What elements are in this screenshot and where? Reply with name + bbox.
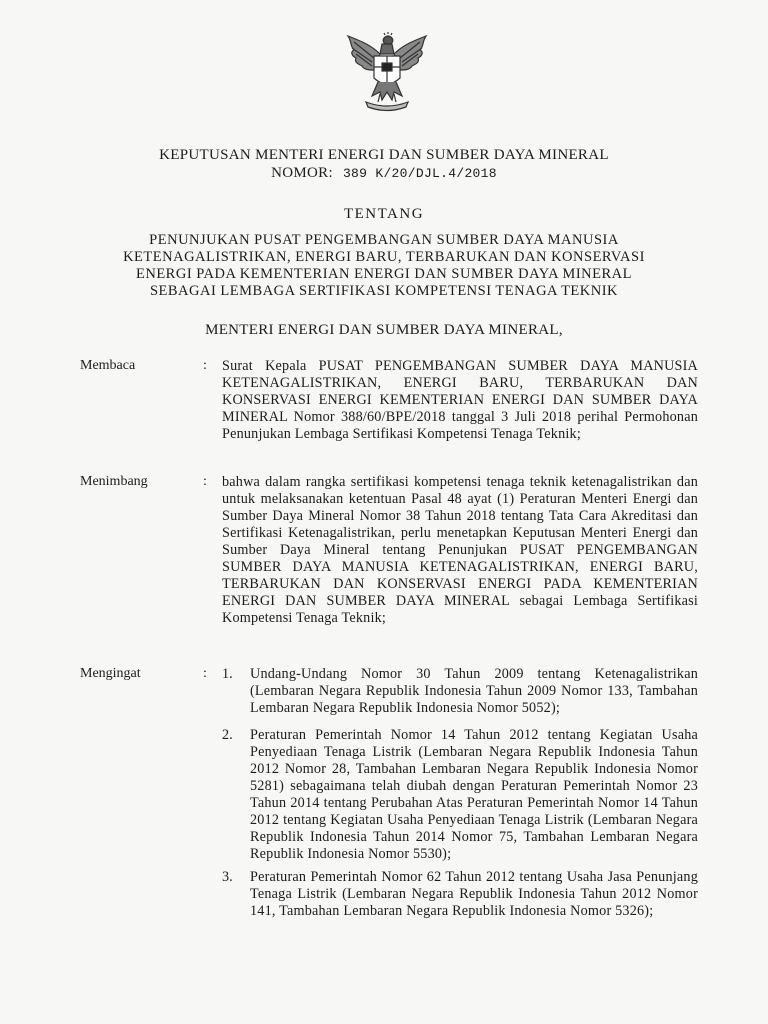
section-colon: : bbox=[203, 358, 207, 373]
section-label-mengingat: Mengingat bbox=[80, 666, 141, 681]
section-label-membaca: Membaca bbox=[80, 358, 136, 373]
number-label: NOMOR: bbox=[271, 165, 333, 181]
subject-line: SEBAGAI LEMBAGA SERTIFIKASI KOMPETENSI TENAGA TEKNIK bbox=[149, 283, 619, 299]
mengingat-list bbox=[222, 666, 698, 930]
list-number: 1. bbox=[222, 666, 233, 682]
list-number: 3. bbox=[222, 869, 233, 885]
number-value: 389 K/20/DJL.4/2018 bbox=[342, 166, 497, 181]
subject-line: ENERGI PADA KEMENTERIAN ENERGI DAN SUMBER DAYA MINERAL bbox=[136, 266, 632, 282]
about-heading: TENTANG bbox=[343, 206, 425, 222]
list-item bbox=[222, 869, 698, 920]
decree-number bbox=[0, 164, 768, 183]
list-number: 2. bbox=[222, 727, 233, 743]
section-label-menimbang: Menimbang bbox=[80, 474, 148, 489]
minister-heading: MENTERI ENERGI DAN SUMBER DAYA MINERAL, bbox=[205, 322, 563, 338]
decree-subject bbox=[0, 232, 768, 300]
garuda-emblem-icon bbox=[344, 32, 430, 112]
decree-title: KEPUTUSAN MENTERI ENERGI DAN SUMBER DAYA MINERAL bbox=[159, 147, 609, 163]
list-text: Peraturan Pemerintah Nomor 62 Tahun 2012 tentang Usaha Jasa Penunjang Tenaga Listrik (Lembaran Negara Republik Indonesia Tahun 2012 Nomor 141, Tambahan Lembaran Negara Republik Indonesia Nomor 5326); bbox=[250, 869, 698, 919]
subject-line: KETENAGALISTRIKAN, ENERGI BARU, TERBARUKAN DAN KONSERVASI bbox=[123, 249, 645, 265]
list-item bbox=[222, 666, 698, 717]
list-text: Peraturan Pemerintah Nomor 14 Tahun 2012 tentang Kegiatan Usaha Penyediaan Tenaga Listrik (Lembaran Negara Republik Indonesia Tahun 2012 Nomor 28, Tambahan Lembaran Negara Republik Indonesia Nomor 5281) sebagaimana telah diubah dengan Peraturan Pemerintah Nomor 23 Tahun 2014 tentang Perubahan Atas Peraturan Pemerintah Nomor 14 Tahun 2012 tentang Kegiatan Usaha Penyediaan Tenaga Listrik (Lembaran Negara Republik Indonesia Tahun 2014 Nomor 75, Tambahan Lembaran Negara Republik Indonesia Nomor 5530); bbox=[250, 727, 698, 862]
section-text-menimbang: bahwa dalam rangka sertifikasi kompetensi tenaga teknik ketenagalistrikan dan untuk melaksanakan ketentuan Pasal 48 ayat (1) Peraturan Menteri Energi dan Sumber Daya Mineral Nomor 38 Tahun 2018 tentang Tata Cara Akreditasi dan Sertifikasi Ketenagalistrikan, perlu menetapkan Keputusan Menteri Energi dan Sumber Daya Mineral tentang Penunjukan PUSAT PENGEMBANGAN SUMBER DAYA MANUSIA KETENAGALISTRIKAN, ENERGI BARU, TERBARUKAN DAN KONSERVASI ENERGI PADA KEMENTERIAN ENERGI DAN SUMBER DAYA MINERAL sebagai Lembaga Sertifikasi Kompetensi Tenaga Teknik; bbox=[222, 474, 698, 626]
section-colon: : bbox=[203, 474, 207, 489]
list-text: Undang-Undang Nomor 30 Tahun 2009 tentang Ketenagalistrikan (Lembaran Negara Republik Indonesia Tahun 2009 Nomor 133, Tambahan Lembaran Negara Republik Indonesia Nomor 5052); bbox=[250, 666, 698, 716]
section-text-membaca: Surat Kepala PUSAT PENGEMBANGAN SUMBER DAYA MANUSIA KETENAGALISTRIKAN, ENERGI BARU, TERBARUKAN DAN KONSERVASI ENERGI KEMENTERIAN ENERGI DAN SUMBER DAYA MINERAL Nomor 388/60/BPE/2018 tanggal 3 Juli 2018 perihal Permohonan Penunjukan Lembaga Sertifikasi Kompetensi Tenaga Teknik; bbox=[222, 358, 698, 442]
section-colon: : bbox=[203, 666, 207, 681]
subject-line: PENUNJUKAN PUSAT PENGEMBANGAN SUMBER DAYA MANUSIA bbox=[149, 232, 619, 248]
list-item bbox=[222, 727, 698, 863]
